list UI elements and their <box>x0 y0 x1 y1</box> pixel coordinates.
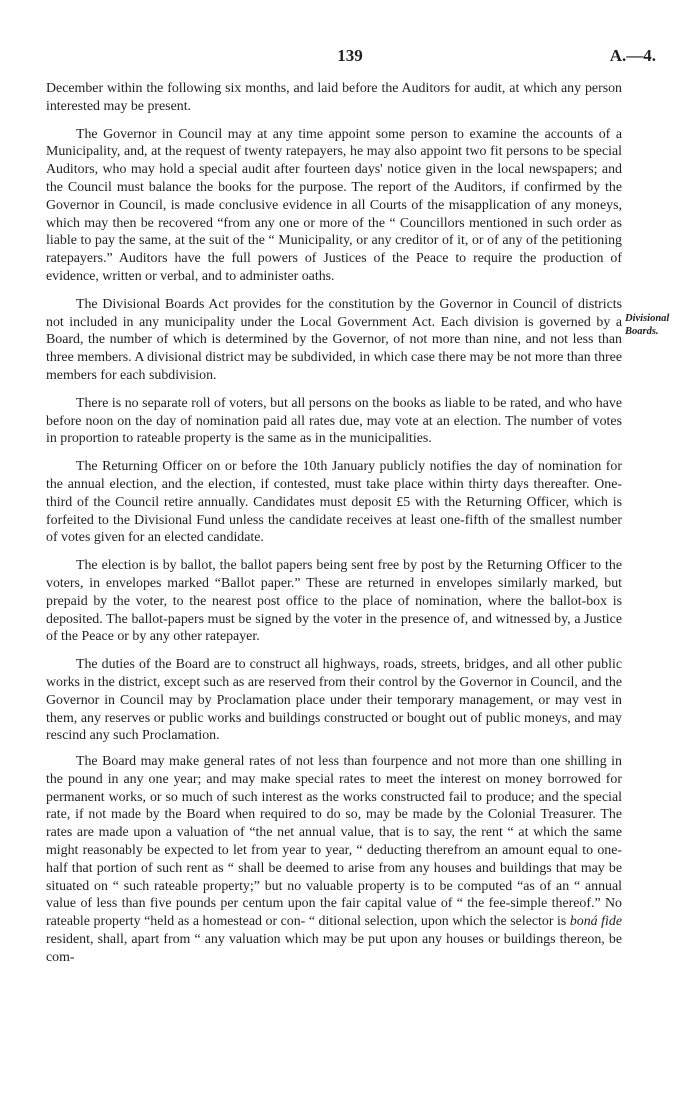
page-number: 139 <box>337 46 363 65</box>
rates-text-before: The Board may make general rates of not less than fourpence and not more than one shilling in the pound in any one year; and may make special rates to meet the interest on money borrowed for permanent works, or so much of such interest as the works constructed fail to produce; and the special rate, if not made by the Board when required to do so, may be made by the Colonial Treasurer. The rates are made upon a valuation of “the net annual value, that is to say, the rent “ at which the same might reasonably be expected to let from year to year, “ deducting therefrom an amount equal to one-half that portion of such rent as “ shall be deemed to arise from any houses and buildings that may be situated on “ such rateable property;” but no valuable property is to be computed “as of an “ annual value of less than five pounds per centum upon the fair capital value of “ the fee-simple thereof.” No rateable property “held as a homestead or con- “ ditional selection, upon which the selector is <box>46 754 622 930</box>
paragraph-board-duties: The duties of the Board are to construct all highways, roads, streets, bridges, and all other public works in the district, except such as are reserved from their control by the Governor in Council, and the Governor in Council may by Proclamation place under their temporary management, or may vest in them, any reserves or public works and buildings constructed or bought out of public moneys, and may rescind any such Proclamation. <box>46 657 622 744</box>
rates-text-after: resident, shall, apart from “ any valuation which may be put upon any houses or buildings thereon, be com- <box>46 932 622 965</box>
paragraph-audit-continuation: December within the following six months, and laid before the Auditors for audit, at which any person interested may be present. <box>46 81 622 114</box>
paragraph-voters: There is no separate roll of voters, but all persons on the books as liable to be rated, and who have before noon on the day of nomination paid all rates due, may vote at an election. The number of votes in proportion to rateable property is the same as in the municipalities. <box>46 395 622 447</box>
page-header <box>0 46 700 70</box>
body-text <box>46 80 622 977</box>
margin-note-line: Divisional <box>625 313 670 324</box>
margin-note-divisional-boards <box>625 312 697 338</box>
paragraph-divisional-boards-act: The Divisional Boards Act provides for the constitution by the Governor in Council of districts not included in any municipality under the Local Government Act. Each division is governed by a Board, the number of which is determined by the Governor, of not more than nine, and not less than three members. A divisional district may be subdivided, in which case there may be not more than three members for each subdivision. <box>46 296 622 383</box>
document-reference: A.—4. <box>609 46 656 65</box>
paragraph-returning-officer: The Returning Officer on or before the 10th January publicly notifies the day of nomination for the annual election, and the election, if contested, must take place within thirty days thereafter. One-third of the Council retire annually. Candidates must deposit £5 with the Returning Officer, which is forfeited to the Divisional Fund unless the candidate receives at least one-fifth of the smallest number of votes given for an elected candidate. <box>46 459 622 546</box>
paragraph-special-audit: The Governor in Council may at any time appoint some person to examine the accounts of a Municipality, and, at the request of twenty ratepayers, he may also appoint two fit persons to be special Auditors, who may hold a special audit after fourteen days' notice given in the local newspapers; and the Council must balance the books for the purpose. The report of the Auditors, if confirmed by the Governor in Council, is made conclusive evidence in all Courts of the misapplication of any moneys, which may then be recovered “from any one or more of the “ Councillors mentioned in such order as liable to pay the same, at the suit of the “ Municipality, or any creditor of it, or of any of the petitioning ratepayers.” Auditors have the full powers of Justices of the Peace to require the production of evidence, written or verbal, and to administer oaths. <box>46 126 622 284</box>
paragraph-ballot: The election is by ballot, the ballot papers being sent free by post by the Returning Officer to the voters, in envelopes marked “Ballot paper.” These are returned in envelopes similarly marked, but prepaid by the voter, to the nearest post office to the place of nomination, where the ballot-box is deposited. The ballot-papers must be signed by the voter in the presence of, and witnessed by, a Justice of the Peace or by any other ratepayer. <box>46 558 622 645</box>
margin-note-line: Boards. <box>625 326 659 337</box>
paragraph-rates <box>46 753 622 967</box>
rates-text-italic: boná fide <box>569 914 622 930</box>
